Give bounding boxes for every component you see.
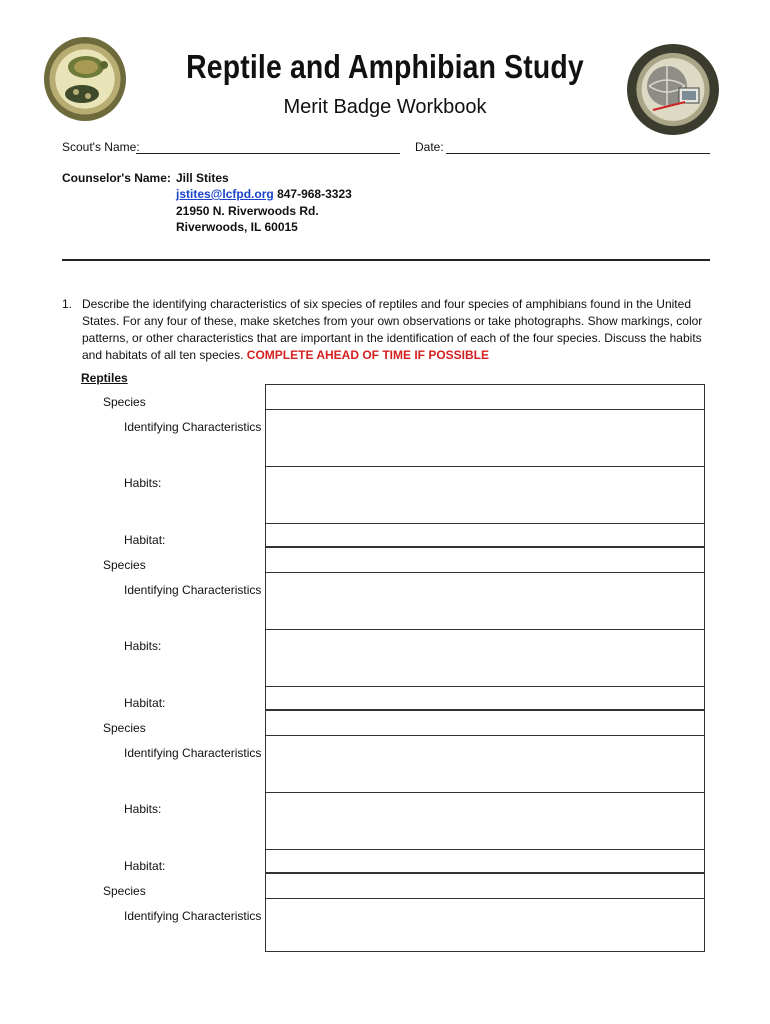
counselor-contact xyxy=(176,187,352,201)
identifying-label: Identifying Characteristics xyxy=(124,746,262,760)
box-divider xyxy=(266,409,704,410)
habits-label: Habits: xyxy=(124,802,162,816)
box-divider xyxy=(266,735,704,736)
counselor-label: Counselor's Name: xyxy=(62,171,171,185)
question-number: 1. xyxy=(62,297,73,311)
species-label: Species xyxy=(103,395,146,409)
counselor-phone: 847-968-3323 xyxy=(277,187,352,201)
counselor-city: Riverwoods, IL 60015 xyxy=(176,220,298,234)
species-entry-box[interactable] xyxy=(265,873,705,952)
box-divider xyxy=(266,466,704,467)
scout-name-label: Scout's Name: xyxy=(62,140,140,154)
box-divider xyxy=(266,898,704,899)
species-entry-box[interactable] xyxy=(265,710,705,873)
box-divider xyxy=(266,629,704,630)
identifying-label: Identifying Characteristics xyxy=(124,420,262,434)
page-subtitle: Merit Badge Workbook xyxy=(283,96,487,118)
species-entry-box[interactable] xyxy=(265,384,705,547)
habitat-label: Habitat: xyxy=(124,696,166,710)
species-label: Species xyxy=(103,721,146,735)
section-divider xyxy=(62,259,710,261)
question-body: Describe the identifying characteristics of six species of reptiles and four species of amphibians found in the United States. For any four of these, make sketches from your own observations or take photographs. Show markings, color patterns, or other characteristics that are important in the identification of each of the four species. Discuss the habits and habitats of all ten species. xyxy=(82,297,703,362)
scout-name-field[interactable] xyxy=(136,140,400,154)
habitat-label: Habitat: xyxy=(124,859,166,873)
habitat-label: Habitat: xyxy=(124,533,166,547)
counselor-email-link[interactable]: jstites@lcfpd.org xyxy=(176,187,274,201)
box-divider xyxy=(266,523,704,524)
identifying-label: Identifying Characteristics xyxy=(124,909,262,923)
habits-label: Habits: xyxy=(124,476,162,490)
habits-label: Habits: xyxy=(124,639,162,653)
box-divider xyxy=(266,792,704,793)
species-entry-box[interactable] xyxy=(265,547,705,710)
box-divider xyxy=(266,572,704,573)
box-divider xyxy=(266,849,704,850)
page-title: Reptile and Amphibian Study xyxy=(186,48,584,85)
identifying-label: Identifying Characteristics xyxy=(124,583,262,597)
question-text xyxy=(82,296,712,364)
date-label: Date: xyxy=(415,140,444,154)
counselor-name: Jill Stites xyxy=(176,171,229,185)
reptiles-heading: Reptiles xyxy=(81,371,128,385)
species-label: Species xyxy=(103,558,146,572)
species-label: Species xyxy=(103,884,146,898)
box-divider xyxy=(266,686,704,687)
counselor-address: 21950 N. Riverwoods Rd. xyxy=(176,204,319,218)
date-field[interactable] xyxy=(446,140,710,154)
question-emphasis: COMPLETE AHEAD OF TIME IF POSSIBLE xyxy=(246,348,490,362)
